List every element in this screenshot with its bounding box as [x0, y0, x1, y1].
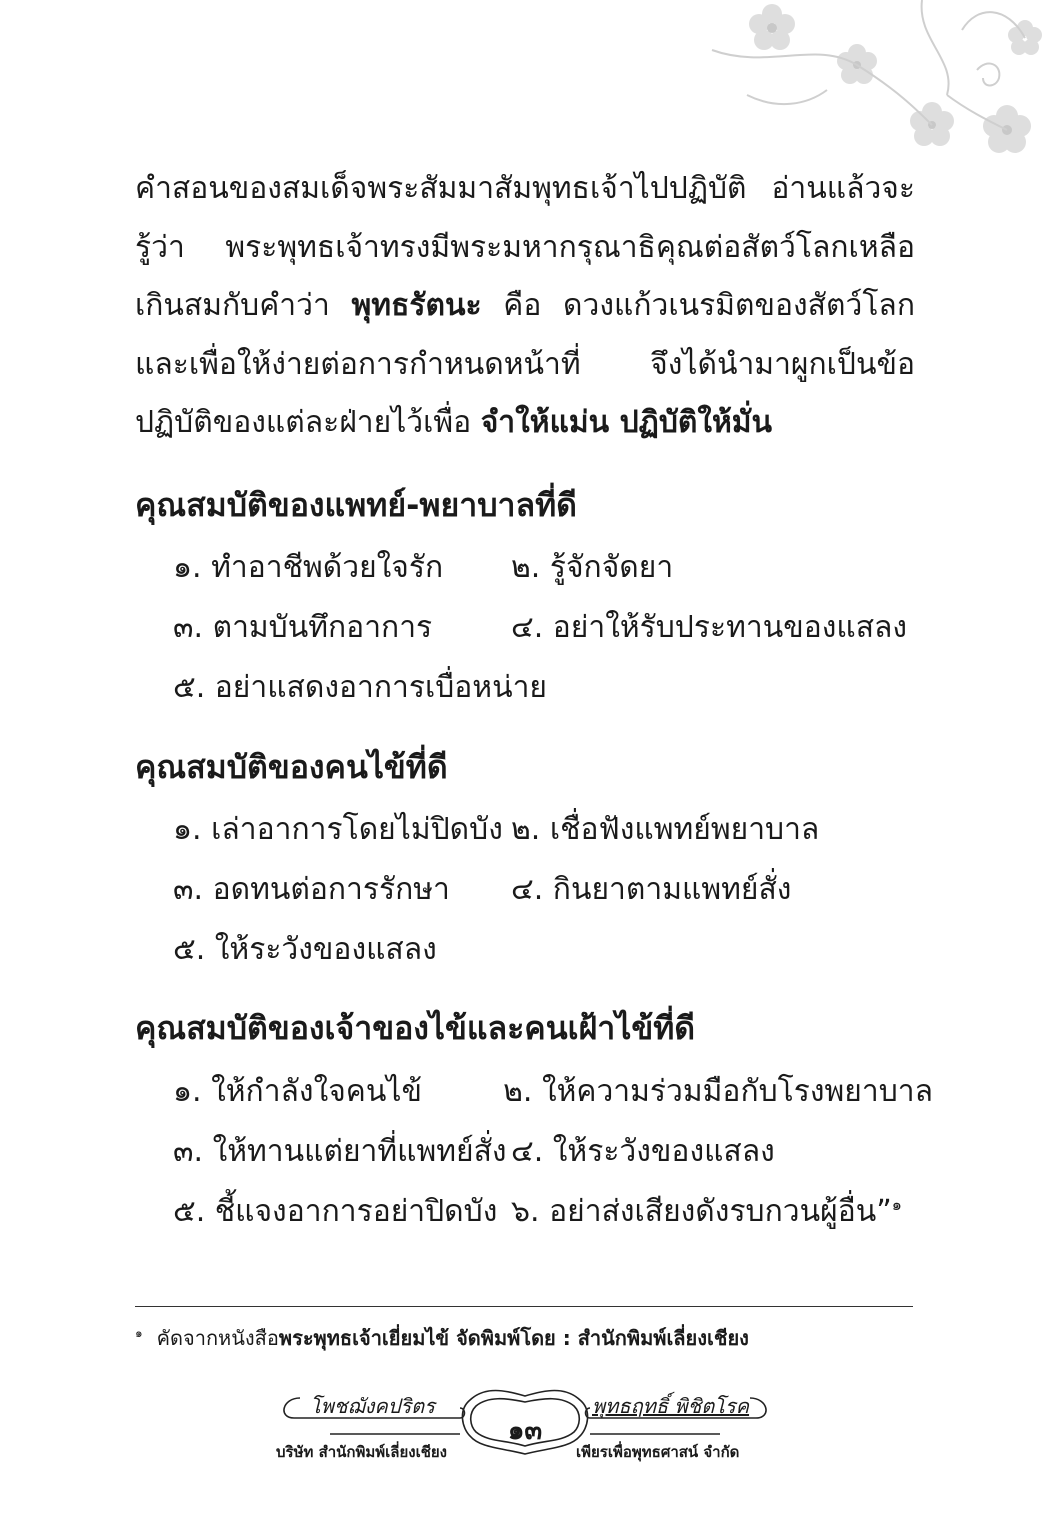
list-item: ๕. อย่าแสดงอาการเบื่อหน่าย [173, 669, 548, 705]
intro-paragraph [135, 160, 915, 453]
page-number: ๑๓ [507, 1416, 543, 1446]
list-row [173, 859, 933, 919]
list-item: ๑. ทำอาชีพด้วยใจรัก [173, 549, 444, 585]
intro-text-2: คือ ดวงแก้วเนรมิตของสัตว์โลก และเพื่อให้ง่ายต่อการกำหนดหน้าที่ จึงได้นำมาผูกเป็นข้อปฏิบัติของแต่ละฝ่ายไว้เพื่อ [135, 288, 915, 440]
list-item: ๑. ให้กำลังใจคนไข้ [173, 1073, 422, 1109]
footnote-text: คัดจากหนังสือ [156, 1326, 279, 1350]
list-row [173, 657, 933, 717]
list-item: ๓. อดทนต่อการรักษา [173, 871, 450, 907]
footnote-divider [135, 1306, 913, 1307]
footer-left-publisher: บริษัท สำนักพิมพ์เลี่ยงเชียง [276, 1443, 448, 1461]
list-item: ๓. ตามบันทึกอาการ [173, 609, 433, 645]
intro-bold-1: พุทธรัตนะ [351, 288, 482, 323]
list-item: ๓. ให้ทานแต่ยาที่แพทย์สั่ง [173, 1133, 507, 1169]
section-heading-caregivers: คุณสมบัติของเจ้าของไข้และคนเฝ้าไข้ที่ดี [135, 1009, 696, 1047]
page-footer [270, 1388, 780, 1468]
list-row [173, 1181, 933, 1241]
list-item: ๔. กินยาตามแพทย์สั่ง [511, 871, 792, 907]
list-row [173, 597, 933, 657]
patients-qualities-list [173, 799, 933, 979]
intro-text-1: คำสอนของสมเด็จพระสัมมาสัมพุทธเจ้าไปปฏิบัติ อ่านแล้วจะรู้ว่า พระพุทธเจ้าทรงมีพระมหากรุณาธิคุณต่อสัตว์โลกเหลือเกินสมกับคำว่า [135, 171, 915, 323]
footnote-book-title: พระพุทธเจ้าเยี่ยมไข้ จัดพิมพ์โดย : สำนักพิมพ์เลี่ยงเชียง [278, 1326, 749, 1350]
section-heading-patients: คุณสมบัติของคนไข้ที่ดี [135, 748, 448, 786]
list-row [173, 537, 933, 597]
list-item: ๒. รู้จักจัดยา [511, 549, 674, 585]
list-row [173, 1121, 933, 1181]
list-item: ๕. ชี้แจงอาการอย่าปิดบัง [173, 1193, 498, 1229]
list-row [173, 1061, 933, 1121]
list-row [173, 799, 933, 859]
list-item: ๔. อย่าให้รับประทานของแสลง [511, 609, 908, 645]
footer-right-title: พุทธฤทธิ์ พิชิตโรค [592, 1394, 750, 1418]
footnote [135, 1322, 749, 1354]
footnote-ref-marker: ๑ [891, 1194, 902, 1214]
list-item: ๔. ให้ระวังของแสลง [511, 1133, 775, 1169]
doctors-qualities-list [173, 537, 933, 717]
list-item: ๑. เล่าอาการโดยไม่ปิดบัง [173, 811, 503, 847]
list-item: ๕. ให้ระวังของแสลง [173, 931, 437, 967]
list-item: ๒. เชื่อฟังแพทย์พยาบาล [511, 811, 820, 847]
footer-right-publisher: เพียรเพื่อพุทธศาสน์ จำกัด [576, 1443, 740, 1461]
list-row [173, 919, 933, 979]
caregivers-qualities-list [173, 1061, 933, 1241]
list-item [511, 1188, 902, 1235]
section-heading-doctors: คุณสมบัติของแพทย์-พยาบาลที่ดี [135, 486, 577, 524]
footnote-number: ๑ [135, 1326, 143, 1341]
list-item-text: ๖. อย่าส่งเสียงดังรบกวนผู้อื่น” [511, 1193, 892, 1229]
intro-bold-2: จำให้แม่น ปฏิบัติให้มั่น [480, 405, 773, 440]
footer-left-title: โพชฌังคปริตร [310, 1394, 435, 1418]
list-item: ๒. ให้ความร่วมมือกับโรงพยาบาล [503, 1073, 933, 1109]
floral-corner-ornament [707, 0, 1047, 160]
